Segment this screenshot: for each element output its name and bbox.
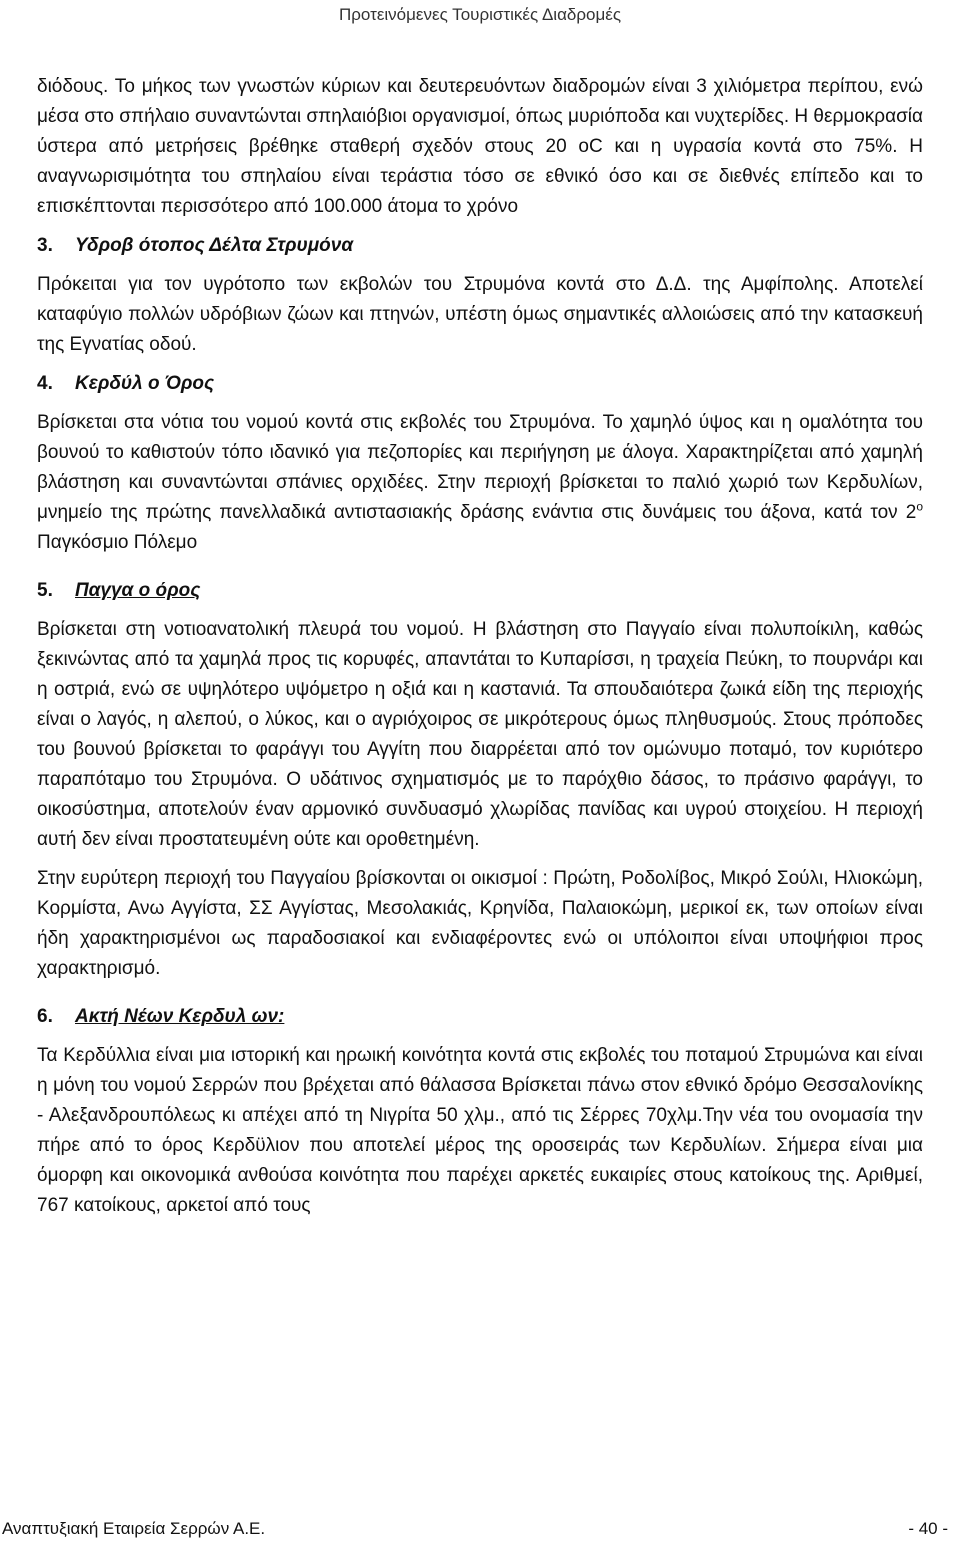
- section-4-text: Βρίσκεται στα νότια του νομού κοντά στις εκβολές του Στρυμόνα. Το χαμηλό ύψος και η ομαλότητα του βουνού το καθιστούν τόπο ιδανικό για πεζοπορίες και περιήγηση με άλογα. Χαρακτηρίζεται από χαμηλή βλάστηση και συναντώνται σπάνιες ορχιδέες. Στην περιοχή βρίσκεται το παλιό χωριό των Κερδυλίων, μνημείο της πρώτης πανελλαδικά αντιστασιακής δράσης ενάντια στις δυνάμεις του άξονα, κατά τον 2: [37, 412, 923, 523]
- section-6-number: 6.: [37, 1006, 53, 1027]
- page-number: - 40 -: [908, 1519, 948, 1538]
- footer-company: Αναπτυξιακή Εταιρεία Σερρών Α.Ε.: [2, 1519, 266, 1538]
- section-3-paragraph: Πρόκειται για τον υγρότοπο των εκβολών του Στρυμόνα κοντά στο Δ.Δ. της Αμφίπολης. Αποτελεί καταφύγιο πολλών υδρόβιων ζώων και πτηνών, υπέστη όμως σημαντικές αλλοιώσεις από την κατασκευή της Εγνατίας οδού.: [37, 274, 923, 355]
- section-3-title: Υδροβ ότοπος Δέλτα Στρυμόνα: [75, 235, 354, 256]
- page-header: Προτεινόμενες Τουριστικές Διαδρομές: [338, 5, 622, 24]
- section-5-heading: [37, 576, 923, 606]
- section-6-paragraph: Τα Κερδύλλια είναι μια ιστορική και ηρωική κοινότητα κοντά στις εκβολές του ποταμού Στρυμώνα και είναι η μόνη του νομού Σερρών που βρέχεται από θάλασσα Βρίσκεται πάνω στον εθνικό δρόμο Θεσσαλονίκης - Αλεξανδρουπόλεως κι απέχει από τη Νιγρίτα 50 χλμ., από τις Σέρρες 70χλμ.Την νέα του ονομασία την πήρε από το όρος Κερδϋλιον που αποτελεί μέρος της οροσειράς των Κερδυλίων. Σήμερα είναι μια όμορφη και οικονομικά ανθούσα κοινότητα που παρέχει αρκετές ευκαιρίες στους κατοίκους της. Αριθμεί, 767 κατοίκους, αρκετοί από τους: [37, 1045, 923, 1216]
- section-6-heading: [37, 1002, 923, 1032]
- section-5-number: 5.: [37, 580, 53, 601]
- section-4-number: 4.: [37, 373, 53, 394]
- section-5-title: Παγγα ο όρος: [75, 580, 201, 601]
- intro-paragraph: διόδους. Το μήκος των γνωστών κύριων και δευτερευόντων διαδρομών είναι 3 χιλιόμετρα περίπου, ενώ μέσα στο σπήλαιο συναντώνται σπηλαιόβιοι οργανισμοί, όπως μυριόποδα και νυχτερίδες. Η θερμοκρασία ύστερα από μετρήσεις βρέθηκε σταθερή σχεδόν στους 20 oC και η υγρασία κοντά στο 75%. Η αναγνωρισιμότητα του σπηλαίου είναι τεράστια τόσο σε εθνικό όσο και σε διεθνές επίπεδο και το επισκέπτονται περισσότερο από 100.000 άτομα το χρόνο: [37, 76, 923, 217]
- section-4-text-end: Παγκόσμιο Πόλεμο: [37, 532, 198, 553]
- section-4-heading: [37, 369, 923, 399]
- superscript-o: ο: [916, 499, 923, 514]
- section-5-paragraph-1: Βρίσκεται στη νοτιοανατολική πλευρά του νομού. Η βλάστηση στο Παγγαίο είναι πολυποίκιλη, καθώς ξεκινώντας από τα χαμηλά προς τις κορυφές, απαντάται το Κυπαρίσσι, η τραχεία Πεύκη, το πουρνάρι και η οστριά, ενώ σε υψηλότερο υψόμετρο η οξιά και η καστανιά. Τα σπουδαιότερα ζωικά είδη της περιοχής είναι ο λαγός, η αλεπού, ο λύκος, και ο αγριόχοιρος σε μικρότερους όμως πληθυσμούς. Στους πρόποδες του βουνού βρίσκεται το φαράγγι του Αγγίτη που διαρρέεται από τον ομώνυμο ποταμό, τον κυριότερο παραπόταμο του Στρυμόνα. Ο υδάτινος σχηματισμός με το παρόχθιο δάσος, το πράσινο φαράγγι, το οικοσύστημα, αποτελούν έναν αρμονικό συνδυασμό χλωρίδας πανίδας και υγρού στοιχείου. Η περιοχή αυτή δεν είναι προστατευμένη ούτε και οροθετημένη.: [37, 619, 923, 850]
- section-4-paragraph: [37, 408, 923, 558]
- section-5-paragraph-2: Στην ευρύτερη περιοχή του Παγγαίου βρίσκονται οι οικισμοί : Πρώτη, Ροδολίβος, Μικρό Σούλι, Ηλιοκώμη, Κορμίστα, Ανω Αγγίστα, ΣΣ Αγγίστας, Μεσολακιάς, Κρηνίδα, Παλαιοκώμη, μερικοί εκ, των οποίων είναι ήδη χαρακτηρισμένοι ως παραδοσιακοί και ενδιαφέροντες ενώ οι υπόλοιποι είναι υποψήφιοι προς χαρακτηρισμό.: [37, 868, 923, 979]
- section-3-heading: [37, 231, 923, 261]
- section-6-title: Ακτή Νέων Κερδυλ ων:: [75, 1006, 285, 1027]
- document-body: [37, 72, 923, 1221]
- section-3-number: 3.: [37, 235, 53, 256]
- section-4-title: Κερδύλ ο Όρος: [75, 373, 215, 394]
